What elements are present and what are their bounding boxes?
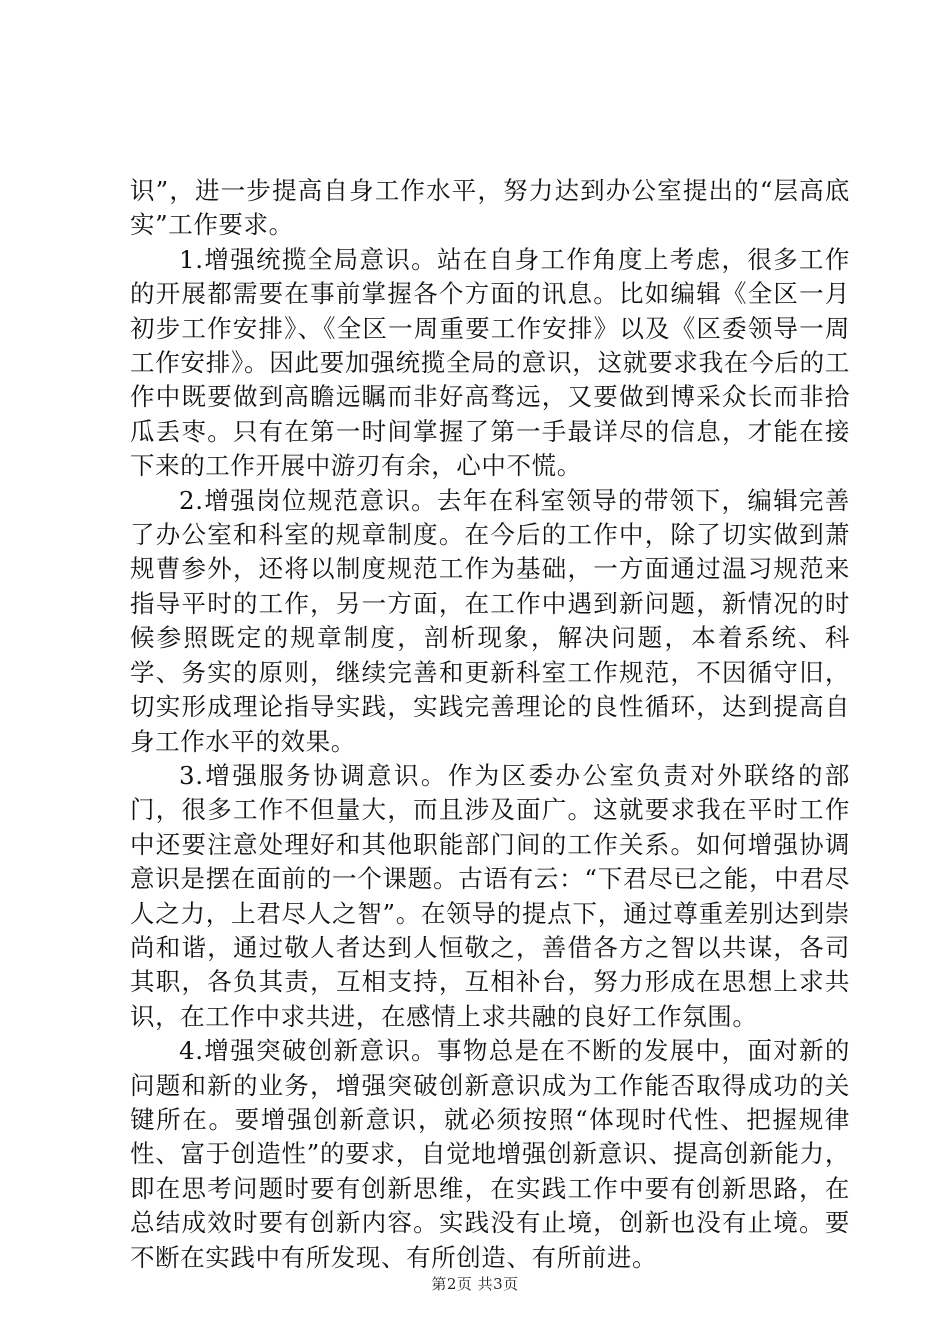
page-number-footer: 第2页 共3页 xyxy=(431,1275,519,1293)
paragraph-item-4: 4.增强突破创新意识。事物总是在不断的发展中，面对新的问题和新的业务，增强突破创新意识成为工作能否取得成功的关键所在。要增强创新意识，就必须按照“体现时代性、把握规律性、富于创造性”的要求，自觉地增强创新意识、提高创新能力，即在思考问题时要有创新思维，在实践工作中要有创新思路，在总结成效时要有创新内容。实践没有止境，创新也没有止境。要不断在实践中有所发现、有所创造、有所前进。 xyxy=(130,1036,850,1272)
paragraph-continuation: 识”，进一步提高自身工作水平，努力达到办公室提出的“层高底实”工作要求。 xyxy=(130,176,850,240)
paragraph-item-2: 2.增强岗位规范意识。去年在科室领导的带领下，编辑完善了办公室和科室的规章制度。在今后的工作中，除了切实做到萧规曹参外，还将以制度规范工作为基础，一方面通过温习规范来指导平时的工作，另一方面，在工作中遇到新问题，新情况的时候参照既定的规章制度，剖析现象，解决问题，本着系统、科学、务实的原则，继续完善和更新科室工作规范，不因循守旧，切实形成理论指导实践，实践完善理论的良性循环，达到提高自身工作水平的效果。 xyxy=(130,485,850,756)
paragraph-item-3: 3.增强服务协调意识。作为区委办公室负责对外联络的部门，很多工作不但量大，而且涉及面广。这就要求我在平时工作中还要注意处理好和其他职能部门间的工作关系。如何增强协调意识是摆在面前的一个课题。古语有云：“下君尽已之能，中君尽人之力，上君尽人之智”。在领导的提点下，通过尊重差别达到崇尚和谐，通过敬人者达到人恒敬之，善借各方之智以共谋，各司其职，各负其责，互相支持，互相补台，努力形成在思想上求共识，在工作中求共进，在感情上求共融的良好工作氛围。 xyxy=(130,760,850,1031)
paragraph-item-1: 1.增强统揽全局意识。站在自身工作角度上考虑，很多工作的开展都需要在事前掌握各个方面的讯息。比如编辑《全区一月初步工作安排》、《全区一周重要工作安排》以及《区委领导一周工作安排》。因此要加强统揽全局的意识，这就要求我在今后的工作中既要做到高瞻远瞩而非好高骛远，又要做到博采众长而非拾瓜丢枣。只有在第一时间掌握了第一手最详尽的信息，才能在接下来的工作开展中游刃有余，心中不慌。 xyxy=(130,244,850,481)
document-body xyxy=(130,174,850,1275)
